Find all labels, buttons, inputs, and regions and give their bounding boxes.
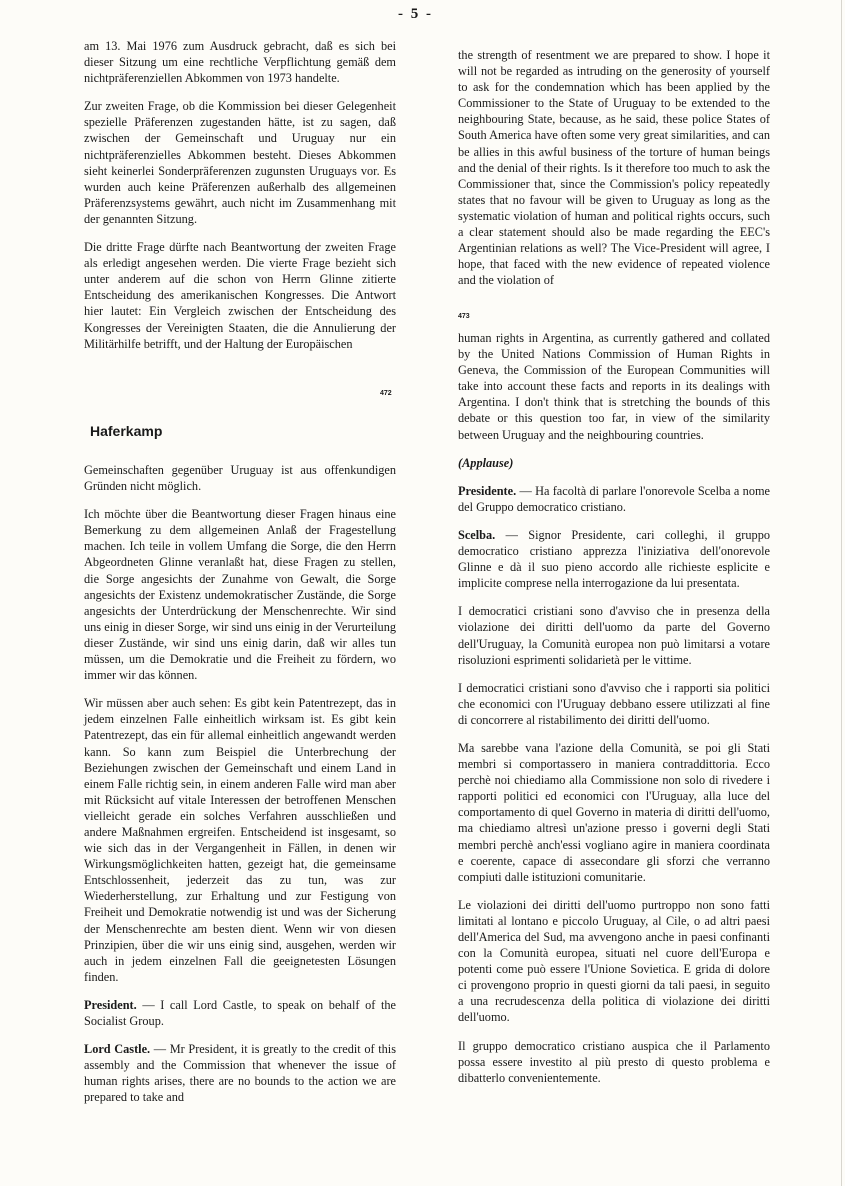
page-number: - 5 - bbox=[398, 6, 433, 22]
paragraph: Ma sarebbe vana l'azione della Comunità, se poi gli Stati membri si comportassero in maniera contraddittoria. Ecco perchè noi chiediamo alla Commissione non solo di rivedere i rapporti politici ed economici con l'Uruguay, alla luce del comportamento di quel Governo in materia di diritti dell'uomo, ma chiediamo altresì un'azione presso i governi degli Stati membri perchè anch'essi vogliano agire in maniera coordinata e coerente, capace di assecondare gli sforzi che verranno compiuti dalle istituzioni comunitarie. bbox=[458, 740, 770, 884]
paragraph: I democratici cristiani sono d'avviso che in presenza della violazione dei diritti dell'uomo da parte del Governo dell'Uruguay, la Comunità europea non può limitarsi a votare risoluzioni esprimenti solidarietà per le vittime. bbox=[458, 604, 770, 667]
applause-note: (Applause) bbox=[458, 455, 514, 470]
speaker-name: Scelba. bbox=[458, 527, 496, 542]
paragraph: human rights in Argentina, as currently gathered and collated by the United Nations Commission of Human Rights in Geneva, the Commission of the European Communities will take into account these facts and reports in its dealings with Argentina. I don't think that is stretching the bounds of this debate or this question too far, in view of the similarity between Uruguay and the neighbouring countries. bbox=[458, 331, 770, 442]
paragraph bbox=[84, 1041, 396, 1105]
paragraph: Il gruppo democratico cristiano auspica che il Parlamento possa essere investito al più presto di questo problema e dibatterlo convenientemente. bbox=[458, 1038, 770, 1085]
speech-text: — Signor Presidente, cari colleghi, il gruppo democratico cristiano apprezza l'iniziativa dell'onorevole Glinne e dà il suo pieno accordo alle richieste esplicite e implicite comprese nella interrogazione da lui presentata. bbox=[458, 527, 770, 591]
speaker-header: Haferkamp bbox=[90, 423, 163, 439]
left-column-continued bbox=[84, 462, 396, 1117]
paragraph bbox=[458, 527, 770, 591]
speaker-name: Lord Castle. bbox=[84, 1042, 151, 1057]
right-column-continued bbox=[458, 330, 770, 1098]
paragraph: am 13. Mai 1976 zum Ausdruck gebracht, daß es sich bei dieser Sitzung um eine rechtliche Verpflichtung gemäß dem nichtpräferenziellen Abkommen von 1973 handelte. bbox=[84, 39, 396, 86]
right-column bbox=[458, 47, 770, 288]
speech-text: — Ha facoltà di parlare l'onorevole Scelba a nome del Gruppo democratico cristiano. bbox=[458, 483, 770, 514]
paragraph: Ich möchte über die Beantwortung dieser Fragen hinaus eine Bemerkung zu dem allgemeinen Anlaß der Fragestellung machen. Ich teile in vollem Umfang die Sorge, die den Herrn Abgeordneten Glinne veranlaßt hat, diese Fragen zu stellen, die Sorge angesichts der Zunahme von Gewalt, die Sorge angesichts der Existenz undemokratischer Zustände, die Sorge angesichts der Unterdrückung der Menschenrechte. Wir sind uns einig in dieser Sorge, wir sind uns einig in der Verurteilung dieser Zustände, wir sind uns einig darin, daß wir alles tun müssen, um die Demokratie und die Freiheit zu fördern, wo immer wir das können. bbox=[84, 507, 396, 683]
margin-number: 472 bbox=[380, 390, 392, 397]
margin-number: 473 bbox=[458, 313, 470, 320]
paragraph: Die dritte Frage dürfte nach Beantwortung der zweiten Frage als erledigt angesehen werden. Die vierte Frage bezieht sich unter anderem auf die schon von Herrn Glinne zitierte Entscheidung des amerikanischen Kongresses. Die Antwort hier lautet: Ein Vergleich zwischen der Entscheidung des Kongresses der Vereinigten Staaten, die die Annulierung der Militärhilfe betrifft, und der Haltung der Europäischen bbox=[84, 240, 396, 351]
paragraph: Gemeinschaften gegenüber Uruguay ist aus offenkundigen Gründen nicht möglich. bbox=[84, 463, 396, 494]
left-column bbox=[84, 38, 396, 352]
paragraph: I democratici cristiani sono d'avviso che i rapporti sia politici che economici con l'Uruguay debbano essere utilizzati al fine di concorrere al ristabilimento dei diritti dell'uomo. bbox=[458, 680, 770, 727]
paragraph: Wir müssen aber auch sehen: Es gibt kein Patentrezept, das in jedem einzelnen Falle einheitlich wirksam ist. Es gibt kein Patentrezept, das ein für allemal einheitlich angewandt werden kann. So kann zum Beispiel die Unterbrechung der Beziehungen zwischen der Gemeinschaft und einem Land in einem Falle richtig sein, in einem anderen Falle wird man aber mit Rücksicht auf vitale Interessen der betroffenen Menschen vielleicht gerade ein solches Verfahren ausschließen und andere Maßnahmen ergreifen. Entscheidend ist insgesamt, so wie sich das in der Vergangenheit in Fällen, in denen wir Wirkungsmöglichkeiten hatten, gezeigt hat, die gemeinsame Entschlossenheit, jederzeit das zu tun, was zur Wiederherstellung, zur Erhaltung und zur Festigung von Freiheit und Demokratie notwendig ist und was der Sicherung der Menschenrechte am besten dient. Wenn wir von diesen Prinzipien, über die wir uns einig sind, ausgehen, werden wir auch in jedem einzelnen Fall die geeignetesten Lösungen finden. bbox=[84, 696, 396, 984]
paragraph bbox=[458, 483, 770, 515]
speaker-name: Presidente. bbox=[458, 483, 517, 498]
paragraph: Le violazioni dei diritti dell'uomo purtroppo non sono fatti limitati al lontano e piccolo Uruguay, al Cile, o ad altri paesi dell'America del Sud, ma avvengono anche in paesi confinanti con la Comunità europea, situati nel cuore dell'Europa e potenti come può essere l'Unione Sovietica. E grida di dolore ci provengono proprio in questi giorni da tali paesi, in seguito a una recrudescenza della politica di violazione dei diritti dell'uomo. bbox=[458, 897, 770, 1025]
paragraph: Zur zweiten Frage, ob die Kommission bei dieser Gelegenheit spezielle Präferenzen zugestanden hätte, ist zu sagen, daß zwischen der Gemeinschaft und Uruguay nur ein nichtpräferenzielles Abkommen besteht. Dieses Abkommen sieht keinerlei Sonderpräferenzen zugunsten Uruguays vor. Es wurden auch keine Präferenzen außerhalb des allgemeinen Präferenzsystems gewährt, auch nicht im Zusammenhang mit der genannten Sitzung. bbox=[84, 99, 396, 226]
paragraph bbox=[84, 997, 396, 1029]
paragraph: the strength of resentment we are prepared to show. I hope it will not be regarded as intruding on the generosity of yourself to ask for the condemnation which has been applied by the Commissioner to the State of Uruguay to be extended to the neighbouring State, because, as he said, these police States of South America have often some very great similarities, and can be allies in this awful business of the torture of human beings and the denial of their rights. Is it therefore too much to ask the Commissioner that, since the Commission's policy repeatedly states that no favour will be given to Uruguay as long as the systematic violation of human and political rights occurs, such a clear statement should also be made regarding the EEC's Argentinian relations as well? The Vice-President will agree, I hope, that faced with the new evidence of repeated violence and the violation of bbox=[458, 48, 770, 288]
speech-text: — Mr President, it is greatly to the credit of this assembly and the Commission that whenever the issue of human rights arises, there are no bounds to the action we are prepared to take and bbox=[84, 1042, 396, 1105]
page-edge-divider bbox=[841, 0, 842, 1186]
speech-text: — I call Lord Castle, to speak on behalf of the Socialist Group. bbox=[84, 997, 396, 1028]
speaker-name: President. bbox=[84, 997, 137, 1012]
